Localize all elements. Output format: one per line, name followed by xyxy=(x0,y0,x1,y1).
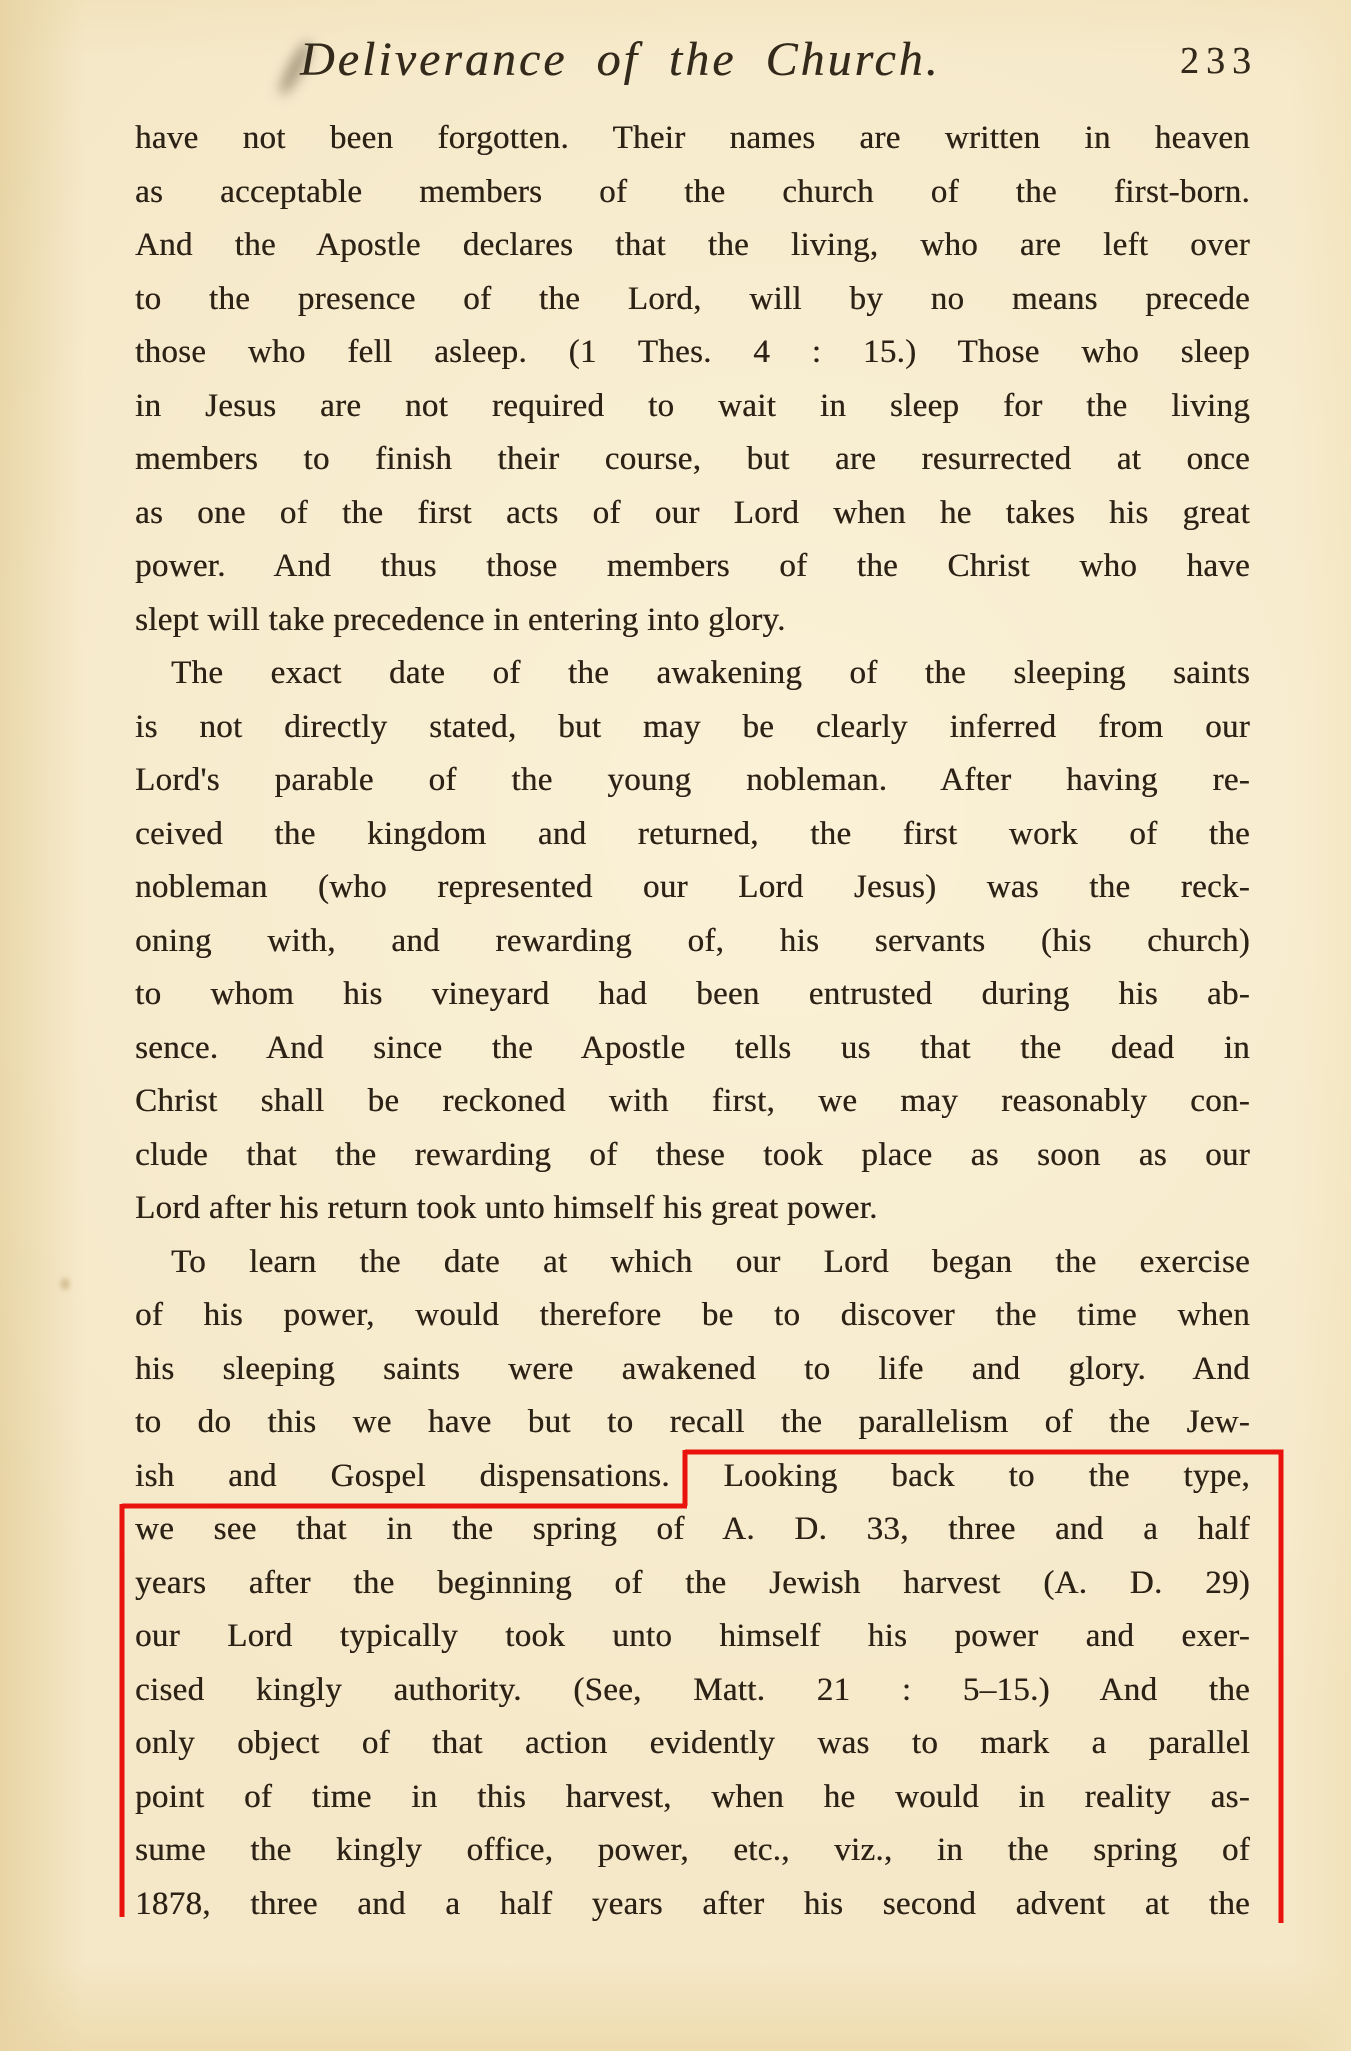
paragraph-3 xyxy=(135,1236,1250,1932)
text-line: Christ shall be reckoned with first, we may reasonably con- xyxy=(135,1083,1250,1119)
text-line: as acceptable members of the church of the first-born. xyxy=(135,173,1250,210)
text-line: oning with, and rewarding of, his servants (his church) xyxy=(135,922,1250,959)
text-line: The exact date of the awakening of the sleeping saints xyxy=(171,655,1250,691)
text-line: And the Apostle declares that the living, who are left over xyxy=(135,227,1250,263)
text-line: sume the kingly office, power, etc., viz., in the spring of xyxy=(135,1832,1250,1868)
text-line: 1878, three and a half years after his second advent at the xyxy=(135,1885,1250,1922)
text-line: ish and Gospel dispensations. Looking back to the type, xyxy=(135,1457,1250,1494)
paper-speck xyxy=(60,1278,70,1290)
text-line: Lord's parable of the young nobleman. After having re- xyxy=(135,762,1250,798)
text-line: To learn the date at which our Lord began the exercise xyxy=(171,1243,1250,1280)
text-line: nobleman (who represented our Lord Jesus) was the reck- xyxy=(135,869,1250,905)
text-line: ceived the kingdom and returned, the first work of the xyxy=(135,815,1250,852)
text-line: members to finish their course, but are resurrected at once xyxy=(135,441,1250,477)
text-line: his sleeping saints were awakened to life and glory. And xyxy=(135,1350,1250,1387)
running-header: Deliverance of the Church. xyxy=(300,33,941,86)
text-line: power. And thus those members of the Christ who have xyxy=(135,548,1250,584)
text-line: cised kingly authority. (See, Matt. 21 : 5–15.) And the xyxy=(135,1671,1250,1708)
text-line: Lord after his return took unto himself his great power. xyxy=(135,1190,878,1226)
text-line: we see that in the spring of A. D. 33, three and a half xyxy=(135,1511,1250,1547)
paragraph-1 xyxy=(135,112,1250,647)
text-line: have not been forgotten. Their names are written in heaven xyxy=(135,120,1250,156)
text-line: sence. And since the Apostle tells us that the dead in xyxy=(135,1029,1250,1066)
text-line: those who fell asleep. (1 Thes. 4 : 15.) Those who sleep xyxy=(135,334,1250,370)
text-line: our Lord typically took unto himself his power and exer- xyxy=(135,1618,1250,1654)
text-line: to the presence of the Lord, will by no means precede xyxy=(135,280,1250,317)
page-text xyxy=(135,112,1250,1931)
text-line: as one of the first acts of our Lord when he takes his great xyxy=(135,494,1250,531)
text-line: slept will take precedence in entering into glory. xyxy=(135,601,786,638)
text-line: to do this we have but to recall the parallelism of the Jew- xyxy=(135,1404,1250,1440)
text-line: of his power, would therefore be to discover the time when xyxy=(135,1297,1250,1333)
text-line: is not directly stated, but may be clearly inferred from our xyxy=(135,708,1250,745)
paragraph-2 xyxy=(135,647,1250,1236)
text-line: point of time in this harvest, when he would in reality as- xyxy=(135,1778,1250,1815)
text-line: in Jesus are not required to wait in sleep for the living xyxy=(135,387,1250,424)
text-line: clude that the rewarding of these took place as soon as our xyxy=(135,1136,1250,1173)
text-line: years after the beginning of the Jewish harvest (A. D. 29) xyxy=(135,1564,1250,1601)
text-line: to whom his vineyard had been entrusted during his ab- xyxy=(135,976,1250,1012)
text-line: only object of that action evidently was to mark a parallel xyxy=(135,1725,1250,1761)
page-number: 233 xyxy=(1180,40,1258,82)
